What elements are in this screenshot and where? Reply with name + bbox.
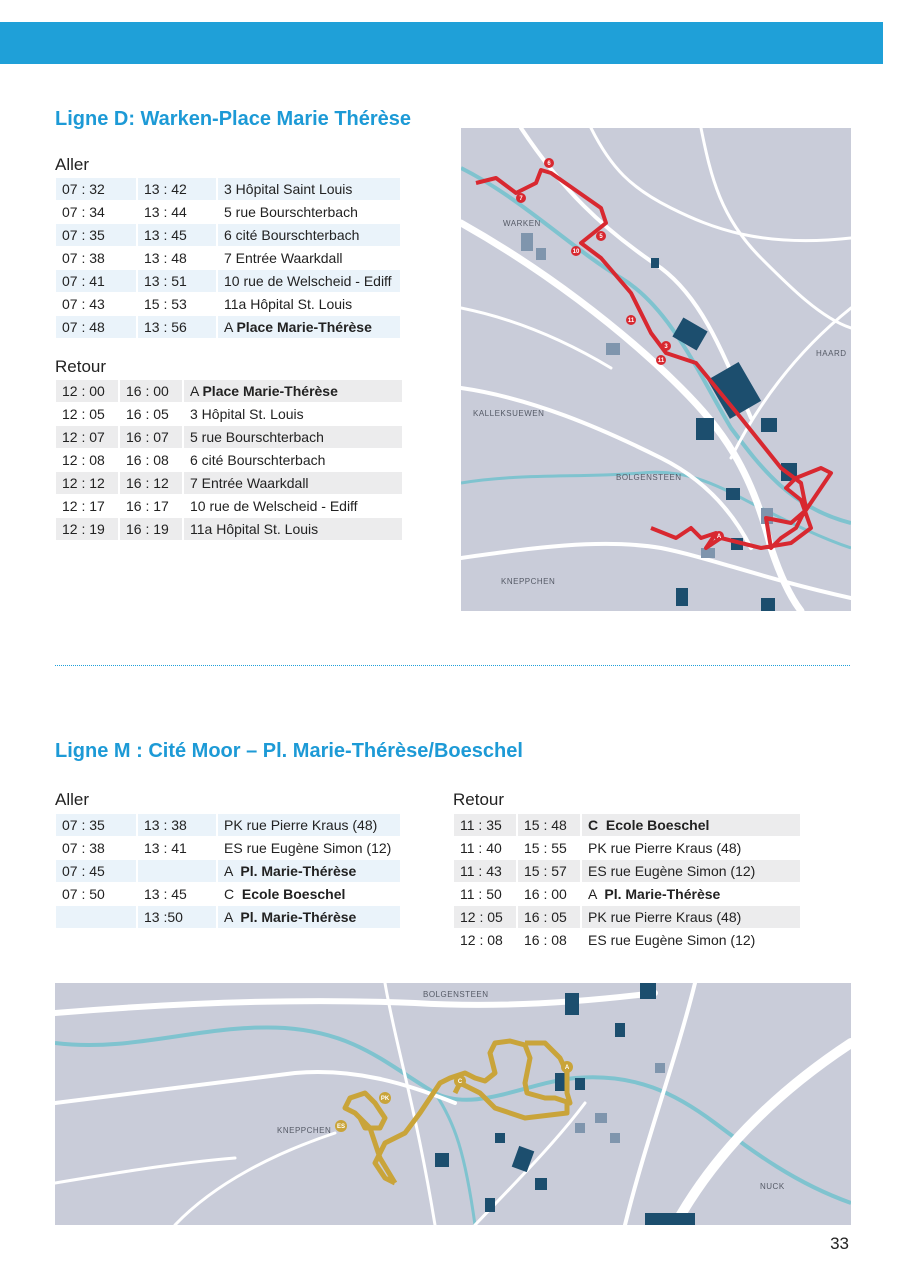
svg-text:ES: ES	[336, 1124, 346, 1130]
table-row	[56, 426, 402, 448]
table-row	[56, 316, 400, 338]
stop-name	[582, 837, 800, 859]
stop-text: 10 rue de Welscheid - Ediff	[224, 273, 392, 289]
table-row	[56, 201, 400, 223]
svg-text:6: 6	[547, 161, 551, 167]
departure-time-2: 15 : 55	[518, 837, 580, 859]
departure-time-1: 07 : 43	[56, 293, 136, 315]
map-label-bolgensteen: BOLGENSTEEN	[616, 473, 682, 482]
map-label-kneppchen: KNEPPCHEN	[501, 577, 556, 586]
line-m-title: Ligne M : Cité Moor – Pl. Marie-Thérèse/Boeschel	[55, 740, 523, 762]
departure-time-2: 13 : 56	[138, 316, 216, 338]
stop-name	[218, 270, 400, 292]
stop-name	[218, 178, 400, 200]
stop-text: 6 cité Bourschterbach	[224, 227, 360, 243]
stop-text: ES rue Eugène Simon (12)	[588, 932, 756, 948]
stop-text: 7 Entrée Waarkdall	[190, 475, 309, 491]
table-row	[454, 883, 800, 905]
table-row	[56, 518, 402, 540]
table-row	[56, 224, 400, 246]
stop-main: Pl. Marie-Thérèse	[240, 863, 357, 879]
stop-text: 3 Hôpital St. Louis	[190, 406, 304, 422]
route-m-stop-pk	[379, 1092, 391, 1104]
stop-text: 11a Hôpital St. Louis	[190, 521, 319, 537]
stop-main: Ecole Boeschel	[241, 886, 346, 902]
stop-text: 6 cité Bourschterbach	[190, 452, 326, 468]
line-m-retour-label: Retour	[453, 790, 505, 809]
departure-time-1: 07 : 34	[56, 201, 136, 223]
table-row	[56, 178, 400, 200]
table-row	[56, 247, 400, 269]
departure-time-1: 12 : 05	[56, 403, 118, 425]
departure-time-1: 12 : 08	[56, 449, 118, 471]
map-label-warken: WARKEN	[503, 219, 541, 228]
svg-text:A: A	[716, 534, 722, 540]
stop-name	[184, 426, 402, 448]
departure-time-1: 07 : 35	[56, 814, 136, 836]
departure-time-1: 07 : 32	[56, 178, 136, 200]
svg-text:PK: PK	[380, 1096, 390, 1102]
departure-time-2: 15 : 57	[518, 860, 580, 882]
table-row	[56, 449, 402, 471]
departure-time-1: 12 : 07	[56, 426, 118, 448]
departure-time-2: 13 : 42	[138, 178, 216, 200]
stop-text: 3 Hôpital Saint Louis	[224, 181, 353, 197]
stop-name	[184, 518, 402, 540]
stop-text: 7 Entrée Waarkdall	[224, 250, 343, 266]
table-row	[454, 906, 800, 928]
departure-time-2: 13 : 41	[138, 837, 216, 859]
stop-text: 5 rue Bourschterbach	[224, 204, 358, 220]
stop-name	[582, 860, 800, 882]
stop-code: A	[588, 886, 605, 902]
stop-main: Place Marie-Thérèse	[236, 319, 372, 335]
departure-time-1: 12 : 19	[56, 518, 118, 540]
departure-time-2: 13 : 48	[138, 247, 216, 269]
svg-text:10: 10	[572, 249, 580, 255]
departure-time-1: 12 : 00	[56, 380, 118, 402]
departure-time-2: 16 : 08	[120, 449, 182, 471]
table-row	[56, 814, 400, 836]
stop-name	[218, 201, 400, 223]
route-m-stop-es	[335, 1120, 347, 1132]
table-row	[56, 883, 400, 905]
departure-time-2: 16 : 05	[518, 906, 580, 928]
stop-text: PK rue Pierre Kraus (48)	[224, 817, 378, 833]
map-label-kalleksuewen: KALLEKSUEWEN	[473, 409, 545, 418]
route-d-stop-7	[516, 193, 526, 203]
stop-name	[218, 906, 400, 928]
route-d-stop-5	[596, 231, 606, 241]
stop-code: A	[224, 863, 241, 879]
table-row	[454, 814, 800, 836]
map-label-bolgensteen: BOLGENSTEEN	[423, 990, 489, 999]
table-row	[56, 403, 402, 425]
table-row	[56, 380, 402, 402]
stop-code: A	[224, 909, 241, 925]
departure-time-1: 07 : 38	[56, 837, 136, 859]
line-d-aller-label: Aller	[55, 155, 90, 174]
table-row	[56, 270, 400, 292]
departure-time-1: 07 : 41	[56, 270, 136, 292]
header-band	[0, 22, 883, 64]
departure-time-1: 07 : 50	[56, 883, 136, 905]
line-d-route-map	[461, 128, 851, 611]
departure-time-2: 13 : 45	[138, 883, 216, 905]
line-m-route-map	[55, 983, 851, 1225]
table-row	[454, 837, 800, 859]
stop-name	[184, 403, 402, 425]
departure-time-2: 13 :50	[138, 906, 216, 928]
stop-main: Pl. Marie-Thérèse	[604, 886, 721, 902]
stop-name	[218, 814, 400, 836]
line-m-aller-label: Aller	[55, 790, 90, 809]
departure-time-2: 16 : 00	[518, 883, 580, 905]
route-d-stop-6	[544, 158, 554, 168]
line-d-aller-table	[54, 177, 402, 339]
stop-text: 5 rue Bourschterbach	[190, 429, 324, 445]
departure-time-1: 11 : 35	[454, 814, 516, 836]
departure-time-2: 16 : 19	[120, 518, 182, 540]
departure-time-1: 12 : 08	[454, 929, 516, 951]
line-m-retour-table	[452, 813, 802, 952]
stop-name	[582, 929, 800, 951]
table-row	[56, 293, 400, 315]
departure-time-1: 12 : 12	[56, 472, 118, 494]
line-d-retour-table	[54, 379, 404, 541]
svg-text:3: 3	[664, 344, 668, 350]
stop-name	[218, 293, 400, 315]
stop-name	[582, 883, 800, 905]
stop-name	[218, 837, 400, 859]
table-row	[454, 860, 800, 882]
svg-text:11: 11	[657, 358, 665, 364]
departure-time-2: 15 : 48	[518, 814, 580, 836]
stop-text: 10 rue de Welscheid - Ediff	[190, 498, 358, 514]
stop-name	[218, 860, 400, 882]
route-m-stop-a	[561, 1061, 573, 1073]
stop-text: PK rue Pierre Kraus (48)	[588, 840, 742, 856]
stop-text: PK rue Pierre Kraus (48)	[588, 909, 742, 925]
stop-name	[218, 316, 400, 338]
departure-time-2: 13 : 45	[138, 224, 216, 246]
departure-time-1: 07 : 45	[56, 860, 136, 882]
departure-time-2: 16 : 05	[120, 403, 182, 425]
departure-time-2: 16 : 12	[120, 472, 182, 494]
departure-time-1: 07 : 38	[56, 247, 136, 269]
map-label-kneppchen: KNEPPCHEN	[277, 1126, 332, 1135]
svg-text:11: 11	[627, 318, 635, 324]
departure-time-2: 16 : 08	[518, 929, 580, 951]
departure-time-2: 15 : 53	[138, 293, 216, 315]
departure-time-1: 12 : 17	[56, 495, 118, 517]
stop-code: A	[190, 383, 203, 399]
stop-name	[582, 814, 800, 836]
route-d-stop-11	[626, 315, 636, 325]
route-d-stop-a	[714, 531, 724, 541]
stop-text: 11a Hôpital St. Louis	[224, 296, 353, 312]
stop-code: C	[224, 886, 242, 902]
departure-time-2: 13 : 38	[138, 814, 216, 836]
departure-time-2: 13 : 51	[138, 270, 216, 292]
departure-time-2: 16 : 07	[120, 426, 182, 448]
departure-time-2	[138, 860, 216, 882]
river	[55, 1027, 851, 1203]
departure-time-1: 11 : 40	[454, 837, 516, 859]
departure-time-1	[56, 906, 136, 928]
svg-text:7: 7	[519, 196, 523, 202]
map-label-nuck: NUCK	[760, 1182, 785, 1191]
departure-time-1: 11 : 50	[454, 883, 516, 905]
svg-text:5: 5	[599, 234, 603, 240]
stop-name	[218, 224, 400, 246]
table-row	[56, 495, 402, 517]
departure-time-2: 16 : 00	[120, 380, 182, 402]
stop-main: C Ecole Boeschel	[588, 817, 710, 833]
table-row	[56, 837, 400, 859]
line-m-aller-table	[54, 813, 402, 929]
table-row	[56, 906, 400, 928]
stop-code: A	[224, 319, 237, 335]
stop-main: Place Marie-Thérèse	[202, 383, 338, 399]
line-d-retour-label: Retour	[55, 357, 107, 376]
route-d-stop-11b	[656, 355, 666, 365]
section-divider	[55, 665, 850, 666]
route-m-stop-c	[454, 1075, 466, 1087]
departure-time-2: 16 : 17	[120, 495, 182, 517]
stop-text: ES rue Eugène Simon (12)	[224, 840, 392, 856]
departure-time-1: 12 : 05	[454, 906, 516, 928]
table-row	[56, 860, 400, 882]
stop-name	[184, 380, 402, 402]
stop-name	[218, 247, 400, 269]
stop-name	[582, 906, 800, 928]
stop-text: ES rue Eugène Simon (12)	[588, 863, 756, 879]
route-d-stop-3	[661, 341, 671, 351]
page-number: 33	[830, 1234, 849, 1253]
departure-time-2: 13 : 44	[138, 201, 216, 223]
stop-name	[184, 449, 402, 471]
departure-time-1: 07 : 35	[56, 224, 136, 246]
departure-time-1: 11 : 43	[454, 860, 516, 882]
map-label-haard: HAARD	[816, 349, 847, 358]
stop-name	[218, 883, 400, 905]
route-d-stop-10	[571, 246, 581, 256]
table-row	[56, 472, 402, 494]
table-row	[454, 929, 800, 951]
line-d-title: Ligne D: Warken-Place Marie Thérèse	[55, 108, 412, 130]
svg-text:C: C	[457, 1079, 463, 1085]
svg-text:A: A	[564, 1065, 570, 1071]
departure-time-1: 07 : 48	[56, 316, 136, 338]
stop-main: Pl. Marie-Thérèse	[240, 909, 357, 925]
stop-name	[184, 495, 402, 517]
stop-name	[184, 472, 402, 494]
